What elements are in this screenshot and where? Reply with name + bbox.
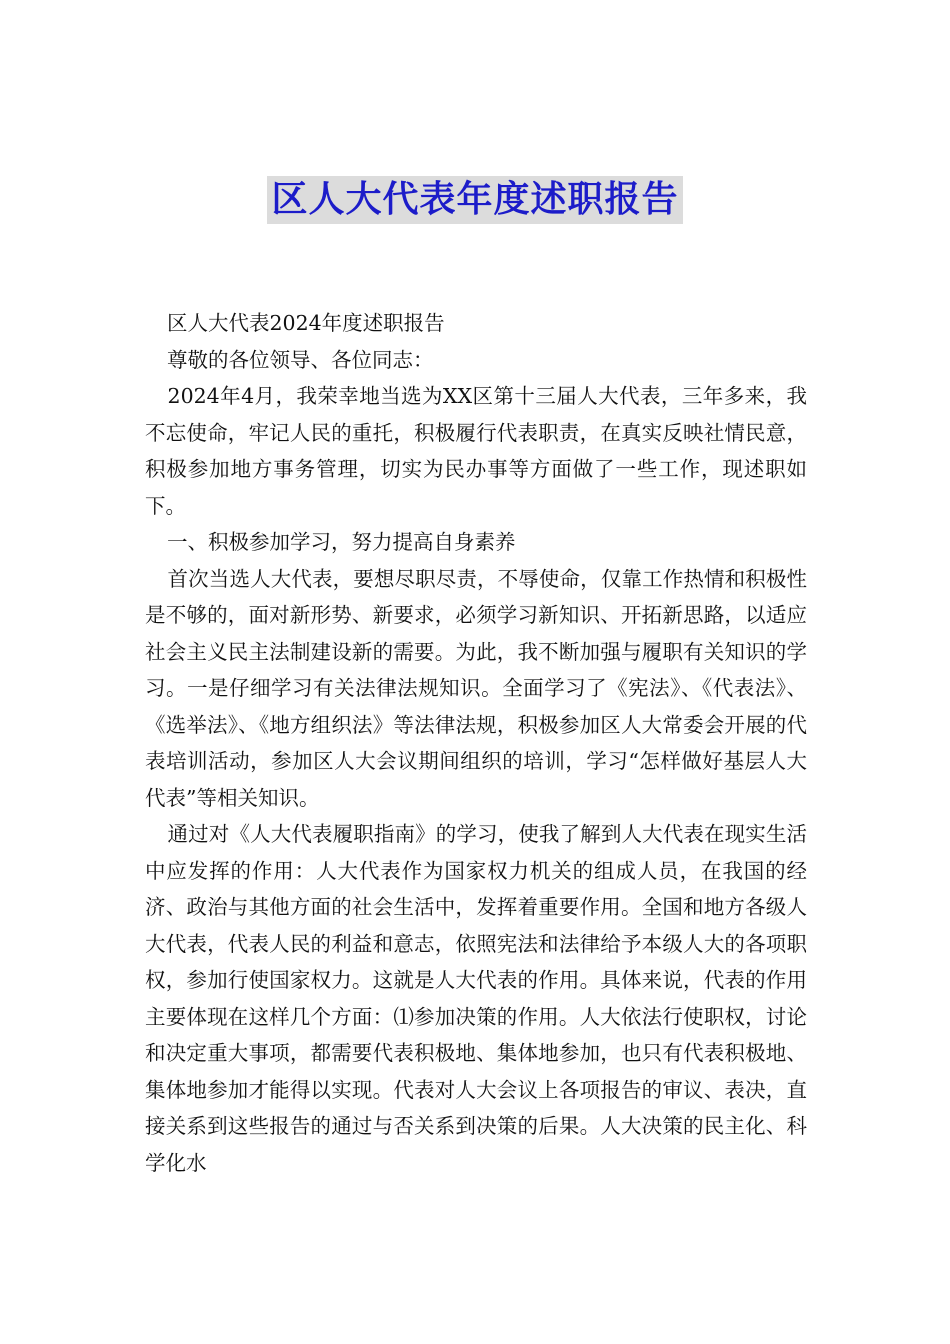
section-heading-1: 一、积极参加学习，努力提高自身素养 [167,530,516,554]
report-subtitle: 区人大代表2024年度述职报告 [167,311,445,335]
paragraph-guide: 通过对《人大代表履职指南》的学习，使我了解到人大代表在现实生活中应发挥的作用：人大代表作为国家权力机关的组成人员，在我国的经济、政治与其他方面的社会生活中，发挥着重要作用。全国和地方各级人大代表，代表人民的利益和意志，依照宪法和法律给予本级人大的各项职权，参加行使国家权力。这就是人大代表的作用。具体来说，代表的作用主要体现在这样几个方面：⑴参加决策的作用。人大依法行使职权，讨论和决定重大事项，都需要代表积极地、集体地参加，也只有代表积极地、集体地参加才能得以实现。代表对人大会议上各项报告的审议、表决，直接关系到这些报告的通过与否关系到决策的后果。人大决策的民主化、科学化水 [145,822,807,1175]
document-body [145,305,807,1181]
paragraph-study: 首次当选人大代表，要想尽职尽责，不辱使命，仅靠工作热情和积极性是不够的，面对新形势、新要求，必须学习新知识、开拓新思路，以适应社会主义民主法制建设新的需要。为此，我不断加强与履职有关知识的学习。一是仔细学习有关法律法规知识。全面学习了《宪法》、《代表法》、《选举法》、《地方组织法》等法律法规，积极参加区人大常委会开展的代表培训活动，参加区人大会议期间组织的培训，学习“怎样做好基层人大代表”等相关知识。 [145,566,807,810]
title-container [0,176,950,224]
paragraph-intro: 2024年4月，我荣幸地当选为XX区第十三届人大代表，三年多来，我不忘使命，牢记人民的重托，积极履行代表职责，在真实反映社情民意，积极参加地方事务管理，切实为民办事等方面做了一些工作，现述职如下。 [145,384,807,518]
salutation: 尊敬的各位领导、各位同志： [167,347,434,372]
document-title: 区人大代表年度述职报告 [267,176,682,224]
